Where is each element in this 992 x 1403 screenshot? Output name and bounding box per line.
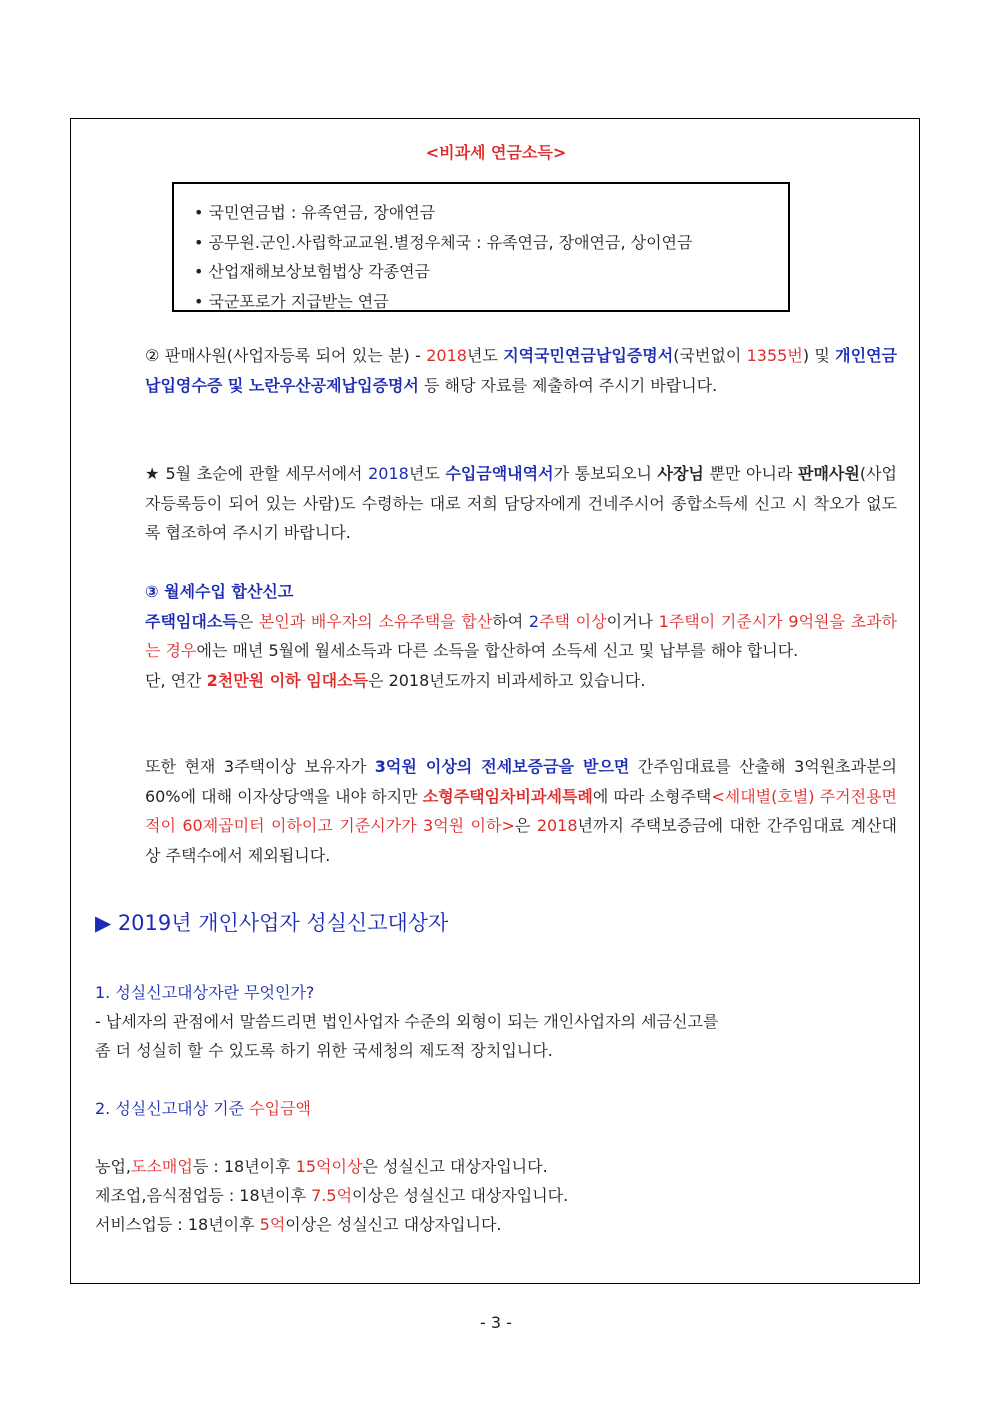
q1-line: 좀 더 성실히 할 수 있도록 하기 위한 국세청의 제도적 장치입니다. bbox=[95, 1041, 553, 1060]
section-3-heading: ③ 월세수입 합산신고 bbox=[145, 582, 294, 601]
q2-heading: 2. 성실신고대상 기준 수입금액 bbox=[95, 1099, 311, 1118]
box-item: • 국민연금법 : 유족연금, 장애연금 bbox=[194, 203, 436, 222]
q1-line: - 납세자의 관점에서 말씀드리면 법인사업자 수준의 외형이 되는 개인사업자의 세금신고를 bbox=[95, 1012, 719, 1031]
q1-heading: 1. 성실신고대상자란 무엇인가? bbox=[95, 983, 315, 1002]
page-number: - 3 - bbox=[480, 1313, 512, 1332]
section-heading: ▶ 2019년 개인사업자 성실신고대상자 bbox=[95, 911, 449, 935]
box-item: • 국군포로가 지급받는 연금 bbox=[194, 291, 389, 311]
criteria-row: 농업,도소매업등 : 18년이후 15억이상은 성실신고 대상자입니다. bbox=[95, 1157, 548, 1176]
box-item: • 공무원.군인.사립학교교원.별정우체국 : 유족연금, 장애연금, 상이연금 bbox=[194, 232, 693, 252]
paragraph-notice: ★ 5월 초순에 관할 세무서에서 2018년도 수입금액내역서가 통보되오니 사장님 뿐만 아니라 판매사원(사업자등록등이 되어 있는 사람)도 수령하는 대로 저희 담당자에게 건네주시어 종합소득세 신고 시 착오가 없도록 협조하여 주시기 바랍니다. bbox=[145, 464, 897, 542]
paragraph-sales-staff: ② 판매사원(사업자등록 되어 있는 분) - 2018년도 지역국민연금납입증명서(국번없이 1355번) 및 개인연금납입영수증 및 노란우산공제납입증명서 등 해당 자료를 제출하여 주시기 바랍니다. bbox=[145, 346, 897, 395]
box-title: <비과세 연금소득> bbox=[425, 143, 567, 162]
criteria-row: 서비스업등 : 18년이후 5억이상은 성실신고 대상자입니다. bbox=[95, 1215, 502, 1234]
nontaxable-pension-box bbox=[172, 182, 790, 312]
paragraph-deposit: 또한 현재 3주택이상 보유자가 3억원 이상의 전세보증금을 받으면 간주임대료를 산출해 3억원초과분의 60%에 대해 이자상당액을 내야 하지만 소형주택임차비과세특례에 따라 소형주택<세대별(호별) 주거전용면적이 60제곱미터 이하이고 기준시가가 3억원 이하>은 2018년까지 주택보증금에 대한 간주임대료 계산대상 주택수에서 제외됩니다. bbox=[145, 757, 898, 865]
criteria-row: 제조업,음식점업등 : 18년이후 7.5억이상은 성실신고 대상자입니다. bbox=[95, 1186, 569, 1205]
box-item: • 산업재해보상보험법상 각종연금 bbox=[194, 262, 430, 281]
paragraph-monthly-rent: ③ 월세수입 합산신고 주택임대소득은 본인과 배우자의 소유주택을 합산하여 2주택 이상이거나 1주택이 기준시가 9억원을 초과하는 경우에는 매년 5월에 월세소득과 다른 소득을 합산하여 소득세 신고 및 납부를 해야 합니다. 단, 연간 2천만원 이하 임대소득은 2018년도까지 비과세하고 있습니다. bbox=[145, 577, 897, 695]
